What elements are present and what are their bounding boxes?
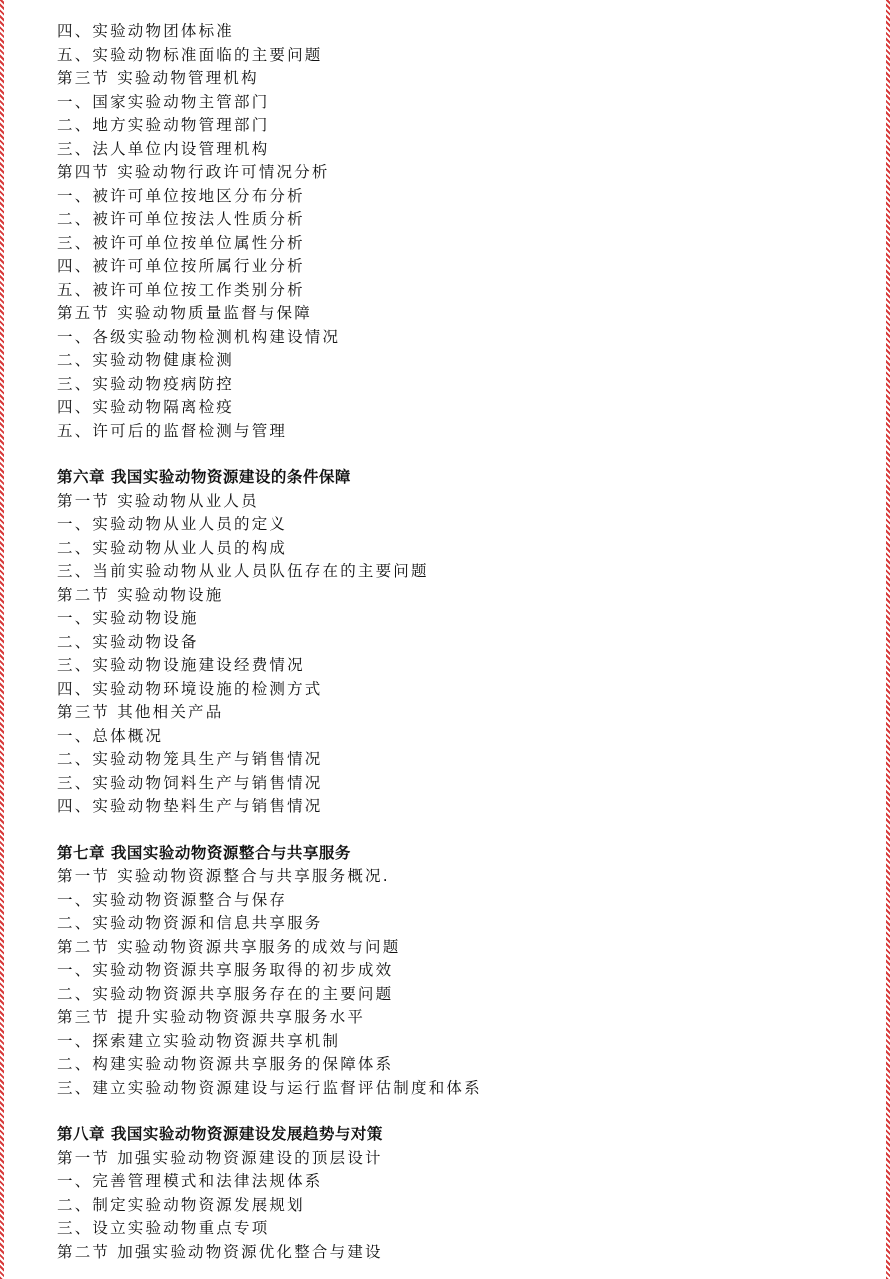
list-item: 一、完善管理模式和法律法规体系	[57, 1172, 323, 1190]
list-item: 一、总体概况	[57, 726, 164, 745]
list-item: 三、被许可单位按单位属性分析	[57, 233, 305, 252]
list-item: 二、实验动物资源和信息共享服务	[57, 914, 323, 932]
list-item: 一、探索建立实验动物资源共享机制	[57, 1031, 341, 1050]
section-heading: 第四节 实验动物行政许可情况分析	[57, 163, 330, 181]
list-item: 三、当前实验动物从业人员队伍存在的主要问题	[57, 562, 429, 580]
chapter-heading: 第六章 我国实验动物资源建设的条件保障	[57, 468, 351, 486]
section-heading: 第三节 实验动物管理机构	[57, 69, 259, 87]
list-item: 二、实验动物笼具生产与销售情况	[57, 750, 323, 768]
list-item: 三、实验动物饲料生产与销售情况	[57, 773, 323, 792]
section-heading: 第二节 实验动物设施	[57, 585, 224, 604]
list-item: 一、实验动物资源整合与保存	[57, 890, 288, 909]
section-heading: 第三节 其他相关产品	[57, 703, 224, 721]
section-heading: 第五节 实验动物质量监督与保障	[57, 304, 312, 322]
list-item: 五、实验动物标准面临的主要问题	[57, 45, 323, 64]
list-item: 三、法人单位内设管理机构	[57, 139, 270, 158]
list-item: 一、各级实验动物检测机构建设情况	[57, 327, 341, 346]
table-of-contents	[57, 20, 857, 1264]
chapter-heading: 第八章 我国实验动物资源建设发展趋势与对策	[57, 1125, 383, 1143]
list-item: 二、构建实验动物资源共享服务的保障体系	[57, 1055, 394, 1073]
section-heading: 第二节 实验动物资源共享服务的成效与问题	[57, 937, 401, 956]
section-heading: 第一节 实验动物从业人员	[57, 491, 259, 510]
list-item: 四、实验动物隔离检疫	[57, 398, 235, 416]
section-heading: 第二节 加强实验动物资源优化整合与建设	[57, 1242, 383, 1261]
list-item: 二、实验动物从业人员的构成	[57, 538, 288, 557]
list-item: 四、实验动物团体标准	[57, 22, 235, 40]
list-item: 二、实验动物资源共享服务存在的主要问题	[57, 984, 394, 1003]
chapter-heading: 第七章 我国实验动物资源整合与共享服务	[57, 843, 351, 862]
section-heading: 第一节 加强实验动物资源建设的顶层设计	[57, 1148, 383, 1167]
list-item: 一、被许可单位按地区分布分析	[57, 186, 305, 205]
list-item: 三、建立实验动物资源建设与运行监督评估制度和体系	[57, 1078, 482, 1097]
section-heading: 第一节 实验动物资源整合与共享服务概况.	[57, 867, 390, 885]
section-heading: 第三节 提升实验动物资源共享服务水平	[57, 1008, 366, 1026]
list-item: 二、实验动物健康检测	[57, 351, 235, 369]
list-item: 二、地方实验动物管理部门	[57, 116, 270, 134]
list-item: 三、设立实验动物重点专项	[57, 1219, 270, 1237]
list-item: 五、被许可单位按工作类别分析	[57, 280, 305, 299]
list-item: 一、实验动物设施	[57, 609, 199, 627]
list-item: 二、制定实验动物资源发展规划	[57, 1195, 305, 1214]
left-decorative-border	[0, 0, 4, 1279]
list-item: 三、实验动物设施建设经费情况	[57, 656, 305, 674]
list-item: 一、国家实验动物主管部门	[57, 92, 270, 111]
list-item: 三、实验动物疫病防控	[57, 374, 235, 393]
list-item: 五、许可后的监督检测与管理	[57, 421, 288, 440]
list-item: 四、被许可单位按所属行业分析	[57, 257, 305, 275]
list-item: 二、实验动物设备	[57, 632, 199, 651]
list-item: 一、实验动物资源共享服务取得的初步成效	[57, 961, 394, 979]
list-item: 四、实验动物垫料生产与销售情况	[57, 797, 323, 815]
list-item: 一、实验动物从业人员的定义	[57, 515, 288, 533]
list-item: 二、被许可单位按法人性质分析	[57, 210, 305, 228]
list-item: 四、实验动物环境设施的检测方式	[57, 679, 323, 698]
right-decorative-border	[886, 0, 890, 1279]
